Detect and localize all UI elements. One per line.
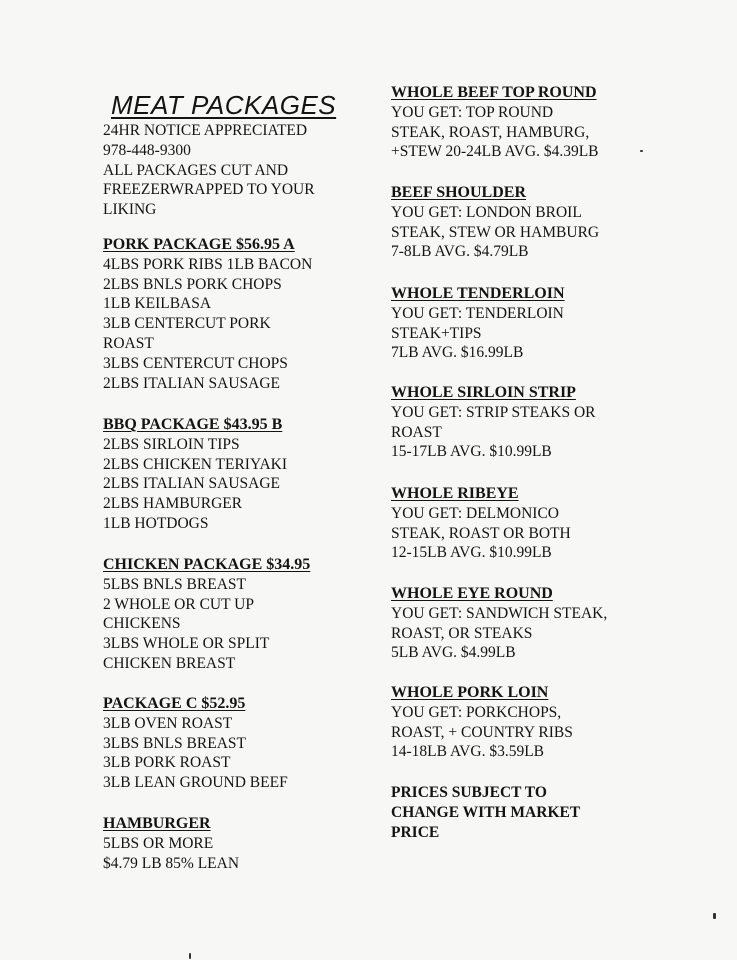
item-line: STEAK, ROAST OR BOTH	[391, 524, 571, 542]
item-line: $4.79 LB 85% LEAN	[103, 854, 240, 872]
item-line: 5LB AVG. $4.99LB	[391, 644, 516, 662]
item-line: 2LBS HAMBURGER	[103, 495, 243, 513]
disclaimer-line: CHANGE WITH MARKET	[391, 803, 581, 821]
intro-block	[103, 121, 315, 220]
item-line: 2LBS CHICKEN TERIYAKI	[103, 455, 287, 473]
item-line: 3LB LEAN GROUND BEEF	[103, 774, 288, 792]
intro-line: LIKING	[103, 201, 157, 219]
item-line: STEAK, ROAST, HAMBURG,	[391, 123, 590, 141]
section-heading: PORK PACKAGE $56.95 A	[103, 236, 295, 253]
item-line: 2LBS BNLS PORK CHOPS	[103, 275, 282, 293]
item-line: 7LB AVG. $16.99LB	[391, 344, 524, 362]
ribeye-section	[391, 484, 571, 563]
section-heading: WHOLE TENDERLOIN	[391, 285, 565, 302]
section-heading: BEEF SHOULDER	[391, 184, 526, 201]
hamburger-section	[103, 814, 239, 873]
item-line: YOU GET: STRIP STEAKS OR	[391, 403, 596, 421]
section-heading: WHOLE RIBEYE	[391, 485, 519, 502]
item-line: 4LBS PORK RIBS 1LB BACON	[103, 255, 313, 273]
chicken-package-section	[103, 555, 310, 674]
item-line: YOU GET: LONDON BROIL	[391, 203, 582, 221]
item-line: 14-18LB AVG. $3.59LB	[391, 743, 545, 761]
tenderloin-section	[391, 284, 565, 363]
item-line: 3LB CENTERCUT PORK	[103, 315, 271, 333]
price-disclaimer	[391, 783, 580, 842]
item-line: 3LBS WHOLE OR SPLIT	[103, 635, 270, 653]
phone-number: 978-448-9300	[103, 141, 191, 159]
item-line: 3LBS BNLS BREAST	[103, 734, 246, 752]
item-line: 1LB HOTDOGS	[103, 514, 209, 532]
section-heading: PACKAGE C $52.95	[103, 695, 246, 712]
item-line: YOU GET: TOP ROUND	[391, 103, 554, 121]
eye-round-section	[391, 584, 607, 663]
section-heading: WHOLE SIRLOIN STRIP	[391, 384, 576, 401]
item-line: 7-8LB AVG. $4.79LB	[391, 243, 529, 261]
item-line: 5LBS BNLS BREAST	[103, 575, 246, 593]
item-line: 1LB KEILBASA	[103, 295, 212, 313]
notice-text: 24HR NOTICE APPRECIATED	[103, 122, 308, 139]
item-line: YOU GET: PORKCHOPS,	[391, 703, 562, 721]
item-line: 12-15LB AVG. $10.99LB	[391, 544, 552, 562]
paper-speck	[640, 150, 643, 152]
item-line: 2 WHOLE OR CUT UP	[103, 595, 254, 613]
item-line: CHICKENS	[103, 615, 181, 633]
pork-loin-section	[391, 683, 573, 762]
item-line: STEAK+TIPS	[391, 324, 482, 342]
section-heading: BBQ PACKAGE $43.95 B	[103, 416, 283, 433]
beef-shoulder-section	[391, 183, 599, 262]
section-heading: WHOLE BEEF TOP ROUND	[391, 84, 597, 101]
pork-package-section	[103, 235, 312, 393]
paper-speck	[189, 953, 191, 959]
top-round-section	[391, 83, 599, 162]
section-heading: WHOLE EYE ROUND	[391, 585, 553, 602]
item-line: ROAST	[391, 423, 442, 441]
section-heading: CHICKEN PACKAGE $34.95	[103, 556, 311, 573]
item-line: STEAK, STEW OR HAMBURG	[391, 223, 600, 241]
disclaimer-line: PRICE	[391, 823, 440, 841]
item-line: 3LBS CENTERCUT CHOPS	[103, 354, 288, 372]
item-line: ROAST, OR STEAKS	[391, 624, 533, 642]
package-c-section	[103, 694, 288, 793]
item-line: 2LBS ITALIAN SAUSAGE	[103, 374, 281, 392]
item-line: YOU GET: DELMONICO	[391, 504, 559, 522]
intro-line: FREEZERWRAPPED TO YOUR	[103, 181, 315, 199]
item-line: 3LB PORK ROAST	[103, 754, 231, 772]
intro-line: ALL PACKAGES CUT AND	[103, 161, 289, 179]
item-line: CHICKEN BREAST	[103, 654, 236, 672]
item-line: YOU GET: SANDWICH STEAK,	[391, 604, 608, 622]
section-heading: HAMBURGER	[103, 815, 211, 832]
item-line: 15-17LB AVG. $10.99LB	[391, 443, 552, 461]
item-line: ROAST	[103, 334, 154, 352]
disclaimer-line: PRICES SUBJECT TO	[391, 784, 547, 801]
item-line: YOU GET: TENDERLOIN	[391, 304, 564, 322]
item-line: 3LB OVEN ROAST	[103, 714, 233, 732]
item-line: ROAST, + COUNTRY RIBS	[391, 723, 573, 741]
bbq-package-section	[103, 415, 287, 534]
sirloin-strip-section	[391, 383, 595, 462]
item-line: +STEW 20-24LB AVG. $4.39LB	[391, 143, 599, 161]
item-line: 2LBS SIRLOIN TIPS	[103, 435, 240, 453]
page-title: MEAT PACKAGES	[111, 90, 337, 120]
paper-speck	[713, 913, 716, 919]
item-line: 2LBS ITALIAN SAUSAGE	[103, 475, 281, 493]
section-heading: WHOLE PORK LOIN	[391, 684, 549, 701]
item-line: 5LBS OR MORE	[103, 834, 214, 852]
